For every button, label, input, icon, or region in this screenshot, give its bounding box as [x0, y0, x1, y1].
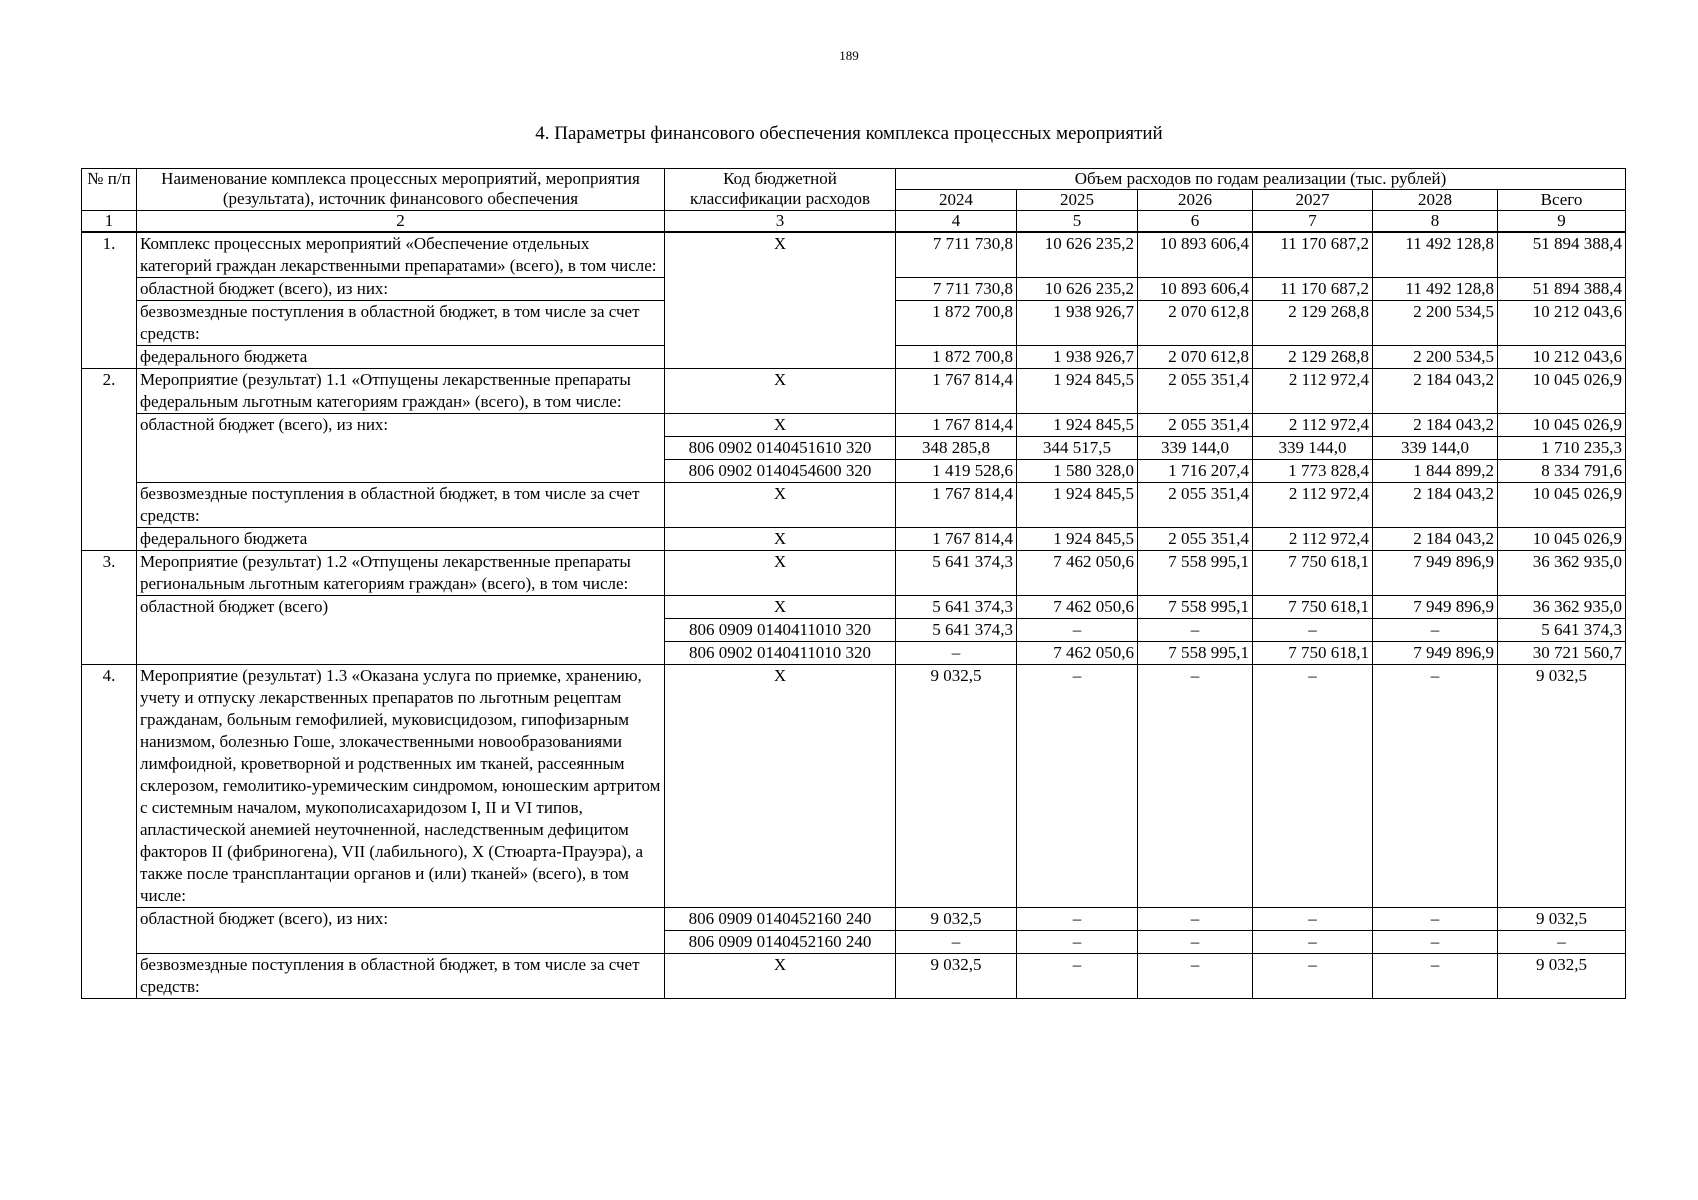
row-code: 806 0909 0140452160 240 — [665, 931, 896, 954]
row-code: Х — [665, 665, 896, 908]
value-cell: 11 170 687,2 — [1253, 232, 1373, 278]
row-code: 806 0909 0140411010 320 — [665, 619, 896, 642]
value-cell: 9 032,5 — [896, 908, 1017, 931]
header-volume: Объем расходов по годам реализации (тыс. рублей) — [896, 169, 1626, 190]
value-cell: 8 334 791,6 — [1498, 460, 1626, 483]
value-cell: – — [1017, 619, 1138, 642]
value-cell: 2 055 351,4 — [1138, 414, 1253, 437]
value-cell: 1 924 845,5 — [1017, 369, 1138, 414]
header-total: Всего — [1498, 190, 1626, 211]
column-index-row — [82, 211, 1626, 233]
value-cell: 2 070 612,8 — [1138, 301, 1253, 346]
row-name: областной бюджет (всего), из них: — [137, 278, 665, 301]
value-cell: 9 032,5 — [1498, 665, 1626, 908]
value-cell: – — [896, 931, 1017, 954]
value-cell: 5 641 374,3 — [1498, 619, 1626, 642]
value-cell: 10 212 043,6 — [1498, 346, 1626, 369]
value-cell: 1 844 899,2 — [1373, 460, 1498, 483]
value-cell: 11 170 687,2 — [1253, 278, 1373, 301]
value-cell: 7 558 995,1 — [1138, 642, 1253, 665]
page-title: 4. Параметры финансового обеспечения комплекса процессных мероприятий — [535, 123, 1163, 144]
value-cell: 339 144,0 — [1138, 437, 1253, 460]
row-name: Мероприятие (результат) 1.3 «Оказана услуга по приемке, хранению, учету и отпуску лекарственных препаратов по льготным рецептам гражданам, больным гемофилией, муковисцидозом, гипофизарным нанизмом, болезнью Гоше, злокачественными новообразованиями лимфоидной, кроветворной и родственных им тканей, рассеянным склерозом, гемолитико-уремическим синдромом, юношеским артритом с системным началом, мукополисахаридозом I, II и VI типов, апластической анемией неуточненной, наследственным дефицитом факторов II (фибриногена), VII (лабильного), Х (Стюарта-Прауэра), а также после трансплантации органов и (или) тканей» (всего), в том числе: — [137, 665, 665, 908]
value-cell: 9 032,5 — [1498, 954, 1626, 999]
column-index: 1 — [82, 211, 137, 233]
value-cell: 36 362 935,0 — [1498, 551, 1626, 596]
value-cell: 1 872 700,8 — [896, 301, 1017, 346]
table-row — [82, 369, 1626, 414]
row-name: безвозмездные поступления в областной бюджет, в том числе за счет средств: — [137, 954, 665, 999]
value-cell: 2 129 268,8 — [1253, 346, 1373, 369]
value-cell: 7 949 896,9 — [1373, 596, 1498, 619]
value-cell: – — [1017, 954, 1138, 999]
row-name: областной бюджет (всего), из них: — [137, 908, 665, 954]
value-cell: – — [1373, 619, 1498, 642]
value-cell: – — [1017, 665, 1138, 908]
value-cell: 339 144,0 — [1253, 437, 1373, 460]
row-name: Мероприятие (результат) 1.2 «Отпущены лекарственные препараты региональным льготным категориям граждан» (всего), в том числе: — [137, 551, 665, 596]
value-cell: 11 492 128,8 — [1373, 232, 1498, 278]
row-code: Х — [665, 528, 896, 551]
value-cell: 5 641 374,3 — [896, 619, 1017, 642]
table-row — [82, 954, 1626, 999]
value-cell: 36 362 935,0 — [1498, 596, 1626, 619]
value-cell: – — [1253, 619, 1373, 642]
value-cell: 2 184 043,2 — [1373, 369, 1498, 414]
value-cell: 7 949 896,9 — [1373, 551, 1498, 596]
value-cell: 10 893 606,4 — [1138, 278, 1253, 301]
value-cell: – — [1017, 908, 1138, 931]
row-code: 806 0902 0140454600 320 — [665, 460, 896, 483]
table-row — [82, 232, 1626, 278]
value-cell: 9 032,5 — [1498, 908, 1626, 931]
value-cell: 2 055 351,4 — [1138, 483, 1253, 528]
value-cell: 7 558 995,1 — [1138, 551, 1253, 596]
value-cell: 344 517,5 — [1017, 437, 1138, 460]
value-cell: – — [1253, 665, 1373, 908]
value-cell: – — [1373, 954, 1498, 999]
column-index: 2 — [137, 211, 665, 233]
value-cell: 1 924 845,5 — [1017, 483, 1138, 528]
value-cell: 7 462 050,6 — [1017, 596, 1138, 619]
value-cell: – — [1138, 619, 1253, 642]
value-cell: 2 112 972,4 — [1253, 528, 1373, 551]
value-cell: 339 144,0 — [1373, 437, 1498, 460]
value-cell: 10 626 235,2 — [1017, 278, 1138, 301]
value-cell: – — [1373, 665, 1498, 908]
value-cell: 10 045 026,9 — [1498, 414, 1626, 437]
value-cell: 7 462 050,6 — [1017, 642, 1138, 665]
value-cell: 2 184 043,2 — [1373, 483, 1498, 528]
value-cell: 2 129 268,8 — [1253, 301, 1373, 346]
value-cell: 51 894 388,4 — [1498, 278, 1626, 301]
value-cell: 7 462 050,6 — [1017, 551, 1138, 596]
row-code: Х — [665, 954, 896, 999]
value-cell: 7 750 618,1 — [1253, 642, 1373, 665]
value-cell: – — [896, 642, 1017, 665]
row-name: федерального бюджета — [137, 346, 665, 369]
value-cell: 51 894 388,4 — [1498, 232, 1626, 278]
value-cell: 1 767 814,4 — [896, 369, 1017, 414]
value-cell: 2 055 351,4 — [1138, 528, 1253, 551]
value-cell: 2 055 351,4 — [1138, 369, 1253, 414]
value-cell: – — [1138, 908, 1253, 931]
value-cell: 10 045 026,9 — [1498, 483, 1626, 528]
value-cell: – — [1138, 954, 1253, 999]
value-cell: 348 285,8 — [896, 437, 1017, 460]
value-cell: 2 070 612,8 — [1138, 346, 1253, 369]
value-cell: 1 938 926,7 — [1017, 346, 1138, 369]
value-cell: 10 045 026,9 — [1498, 369, 1626, 414]
row-code: 806 0902 0140451610 320 — [665, 437, 896, 460]
row-code: Х — [665, 232, 896, 369]
row-code: 806 0909 0140452160 240 — [665, 908, 896, 931]
value-cell: – — [1253, 931, 1373, 954]
column-index: 8 — [1373, 211, 1498, 233]
row-name: Мероприятие (результат) 1.1 «Отпущены лекарственные препараты федеральным льготным категориям граждан» (всего), в том числе: — [137, 369, 665, 414]
value-cell: 7 949 896,9 — [1373, 642, 1498, 665]
value-cell: 5 641 374,3 — [896, 596, 1017, 619]
value-cell: 9 032,5 — [896, 954, 1017, 999]
value-cell: 7 750 618,1 — [1253, 551, 1373, 596]
value-cell: 10 212 043,6 — [1498, 301, 1626, 346]
value-cell: 5 641 374,3 — [896, 551, 1017, 596]
value-cell: 9 032,5 — [896, 665, 1017, 908]
row-name: безвозмездные поступления в областной бюджет, в том числе за счет средств: — [137, 301, 665, 346]
value-cell: – — [1017, 931, 1138, 954]
column-index: 5 — [1017, 211, 1138, 233]
value-cell: 7 711 730,8 — [896, 278, 1017, 301]
table-row — [82, 483, 1626, 528]
table-row — [82, 665, 1626, 908]
value-cell: 30 721 560,7 — [1498, 642, 1626, 665]
value-cell: 1 710 235,3 — [1498, 437, 1626, 460]
header-year: 2027 — [1253, 190, 1373, 211]
column-index: 3 — [665, 211, 896, 233]
value-cell: – — [1138, 931, 1253, 954]
row-name: Комплекс процессных мероприятий «Обеспечение отдельных категорий граждан лекарственными препаратами» (всего), в том числе: — [137, 232, 665, 278]
value-cell: 10 893 606,4 — [1138, 232, 1253, 278]
value-cell: 1 924 845,5 — [1017, 528, 1138, 551]
table-row — [82, 551, 1626, 596]
row-name: областной бюджет (всего) — [137, 596, 665, 665]
value-cell: 10 045 026,9 — [1498, 528, 1626, 551]
header-year: 2025 — [1017, 190, 1138, 211]
row-number: 4. — [82, 665, 137, 999]
header-code: Код бюджетной классификации расходов — [665, 169, 896, 211]
row-code: Х — [665, 369, 896, 414]
column-index: 4 — [896, 211, 1017, 233]
value-cell: 2 112 972,4 — [1253, 369, 1373, 414]
value-cell: – — [1373, 931, 1498, 954]
table-row — [82, 908, 1626, 931]
value-cell: 7 558 995,1 — [1138, 596, 1253, 619]
row-code: Х — [665, 596, 896, 619]
row-code: 806 0902 0140411010 320 — [665, 642, 896, 665]
row-code: Х — [665, 483, 896, 528]
page-number: 189 — [839, 48, 859, 63]
table-row — [82, 528, 1626, 551]
value-cell: 1 924 845,5 — [1017, 414, 1138, 437]
value-cell: 7 711 730,8 — [896, 232, 1017, 278]
value-cell: 1 938 926,7 — [1017, 301, 1138, 346]
header-year: 2028 — [1373, 190, 1498, 211]
row-number: 1. — [82, 232, 137, 369]
table-row — [82, 414, 1626, 437]
row-number: 2. — [82, 369, 137, 551]
column-index: 6 — [1138, 211, 1253, 233]
table-row — [82, 596, 1626, 619]
column-index: 7 — [1253, 211, 1373, 233]
value-cell: 1 419 528,6 — [896, 460, 1017, 483]
row-name: безвозмездные поступления в областной бюджет, в том числе за счет средств: — [137, 483, 665, 528]
header-year: 2024 — [896, 190, 1017, 211]
value-cell: 7 750 618,1 — [1253, 596, 1373, 619]
value-cell: 1 872 700,8 — [896, 346, 1017, 369]
header-year: 2026 — [1138, 190, 1253, 211]
column-index: 9 — [1498, 211, 1626, 233]
value-cell: 1 767 814,4 — [896, 483, 1017, 528]
row-code: Х — [665, 414, 896, 437]
header-num: № п/п — [82, 169, 137, 211]
financing-table — [81, 168, 1626, 999]
value-cell: – — [1253, 954, 1373, 999]
value-cell: 2 200 534,5 — [1373, 346, 1498, 369]
value-cell: 2 112 972,4 — [1253, 483, 1373, 528]
value-cell: 1 767 814,4 — [896, 414, 1017, 437]
value-cell: – — [1253, 908, 1373, 931]
header-name: Наименование комплекса процессных мероприятий, мероприятия (результата), источник финансового обеспечения — [137, 169, 665, 211]
value-cell: – — [1373, 908, 1498, 931]
value-cell: – — [1498, 931, 1626, 954]
value-cell: 1 716 207,4 — [1138, 460, 1253, 483]
value-cell: 1 580 328,0 — [1017, 460, 1138, 483]
row-name: областной бюджет (всего), из них: — [137, 414, 665, 483]
value-cell: 2 184 043,2 — [1373, 528, 1498, 551]
row-number: 3. — [82, 551, 137, 665]
value-cell: 2 184 043,2 — [1373, 414, 1498, 437]
row-name: федерального бюджета — [137, 528, 665, 551]
value-cell: 1 767 814,4 — [896, 528, 1017, 551]
row-code: Х — [665, 551, 896, 596]
value-cell: 11 492 128,8 — [1373, 278, 1498, 301]
value-cell: 1 773 828,4 — [1253, 460, 1373, 483]
value-cell: 2 112 972,4 — [1253, 414, 1373, 437]
value-cell: – — [1138, 665, 1253, 908]
value-cell: 2 200 534,5 — [1373, 301, 1498, 346]
value-cell: 10 626 235,2 — [1017, 232, 1138, 278]
